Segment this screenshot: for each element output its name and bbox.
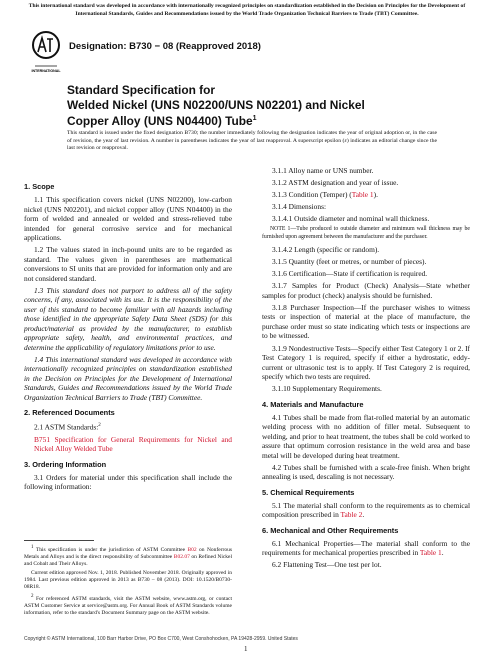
section-heading-mechanical: 6. Mechanical and Other Requirements [262, 525, 399, 535]
list-item: 3.1.4.1 Outside diameter and nominal wall thickness. [272, 214, 430, 224]
paragraph: 2.1 ASTM Standards:$^2$ [34, 422, 101, 432]
subcommittee-link[interactable]: B02.07 [173, 553, 190, 560]
left-column [24, 176, 232, 494]
paragraph: 1.1 This specification covers nickel (UNS N02200), low-carbon nickel (UNS N02201), and nickel copper alloy (UNS N04400) in the form of welded and annealed or welded and stress-relieved tube intended for general corrosive service and for mechanical applications. [24, 195, 232, 242]
list-item: 3.1.7 Samples for Product (Check) Analysis—State whether samples for product (check) analysis should be furnished. [262, 281, 470, 300]
paragraph: 1.2 The values stated in inch-pound units are to be regarded as standard. The values given in parentheses are mathematical conversions to SI units that are provided for information only and are not considered standard. [24, 245, 232, 283]
title-line: Copper Alloy (UNS N04400) Tube$^1$ [67, 114, 257, 129]
paragraph: 6.1 Mechanical Properties—The material shall conform to the requirements for mechanical properties prescribed in Table 1. [262, 538, 470, 558]
paragraph: 4.2 Tubes shall be furnished with a scale-free finish. When bright annealing is used, descaling is not necessary. [262, 462, 470, 482]
international-standard-notice: This international standard was developed in accordance with internationally recognized principles on standardization established in the Decision on Principles for the Development of International Standards, Guides and Recommendations issued by the World Trade Organization Technical Barriers to Trade (TBT) Committee. [28, 3, 466, 17]
paragraph: 6.2 Flattening Test—One test per lot. [272, 560, 382, 570]
title-footnote-marker: 1 [252, 115, 257, 123]
right-column [262, 166, 470, 572]
reference-title-b751: Specification for General Requirements for Nickel and Nickel Alloy Welded Tube [34, 434, 232, 454]
list-item: 3.1.1 Alloy name or UNS number. [272, 166, 374, 175]
section-heading-materials: 4. Materials and Manufacture [262, 399, 364, 409]
title-line: Welded Nickel (UNS N02200/UNS N02201) and Nickel [67, 97, 365, 112]
paragraph: 1.3 This standard does not purport to address all of the safety concerns, if any, associated with its use. It is the responsibility of the user of this standard to become familiar with all hazards including those identified in the appropriate Safety Data Sheet (SDS) for this product/material as provided by the manufacturer, to establish appropriate safety, health, and environmental practices, and determine the applicability of regulatory limitations prior to use. [24, 285, 232, 352]
section-heading-referenced-documents: 2. Referenced Documents [24, 408, 115, 418]
list-item: 3.1.5 Quantity (feet or metres, or number of pieces). [272, 257, 427, 267]
reference-link-b751: B751 [34, 434, 51, 444]
footnote-1: $^1$ This specification is under the jurisdiction of ASTM Committee B02 on Nonferrous Metals and Alloys and is the direct responsibility of Subcommittee B02.07 on Refined Nickel and Cobalt and Their Alloys. [24, 545, 233, 568]
table-1-link[interactable]: Table 1 [419, 548, 442, 558]
footnote-edition: Current edition approved Nov. 1, 2018. Published November 2018. Originally approved in 1984. Last previous edition approved in 2013 as B730 – 08 (2013). DOI: 10.1520/B0730-08R18. [24, 570, 232, 591]
list-item: 3.1.4.2 Length (specific or random). [272, 245, 380, 255]
title-line: Standard Specification for [67, 83, 215, 97]
list-item: 3.1.4 Dimensions: [272, 202, 326, 212]
section-heading-chemical: 5. Chemical Requirements [262, 487, 355, 497]
list-item: 3.1.3 Condition (Temper) (Table 1). [272, 190, 378, 200]
paragraph: 1.4 This international standard was developed in accordance with internationally recognized principles on standardization established in the Decision on Principles for the Development of International Standards, Guides and Recommendations issued by the World Trade Organization Technical Barriers to Trade (TBT) Committee. [24, 354, 232, 402]
title-note: This standard is issued under the fixed designation B730; the number immediately following the designation indicates the year of original adoption or, in the case of revision, the year of last revision. A number in parentheses indicates the year of last reapproval. A superscript epsilon (ε) indicates an editorial change since the last revision or reapproval. [67, 130, 437, 151]
list-item: 3.1.2 ASTM designation and year of issue. [272, 178, 399, 188]
section-heading-scope: 1. Scope [24, 182, 55, 191]
list-item: 3.1.6 Certification—State if certification is required. [272, 269, 428, 279]
logo-text: INTERNATIONAL [31, 69, 61, 73]
list-item: 3.1.9 Nondestructive Tests—Specify either Test Category 1 or 2. If Test Category 1 is required, specify if either a hydrostatic, eddy-current or ultrasonic test is to apply. If Test Category 2 is required, specify which two tests are required. [262, 343, 470, 382]
copyright: Copyright © ASTM International, 100 Barr Harbor Drive, PO Box C700, West Conshohocken, PA 19428-2959. United States [24, 636, 298, 642]
list-item: 3.1.10 Supplementary Requirements. [272, 384, 382, 394]
table-2-link[interactable]: Table 2 [340, 510, 363, 520]
reference-entry[interactable] [24, 435, 232, 454]
standard-title [67, 83, 427, 129]
paragraph: 5.1 The material shall conform to the requirements as to chemical composition prescribed in Table 2. [262, 500, 470, 520]
note-1: NOTE 1—Tube produced to outside diameter and minimum wall thickness may be furnished upon agreement between the manufacturer and the purchaser. [262, 226, 470, 240]
designation: Designation: B730 − 08 (Reapproved 2018) [69, 41, 261, 52]
list-item: 3.1.8 Purchaser Inspection—If the purchaser wishes to witness tests or inspection of material at the place of manufacture, the purchase order must so state indicating which tests or inspections are to be witnessed. [262, 302, 470, 341]
committee-link[interactable]: B02 [187, 546, 197, 553]
footnote-2: $^2$ For referenced ASTM standards, visit the ASTM website, www.astm.org, or contact ASTM Customer Service at service@astm.org. For Annual Book of ASTM Standards volume information, refer to the standard's Document Summary page on the ASTM website. [24, 594, 233, 617]
section-heading-ordering-information: 3. Ordering Information [24, 459, 107, 469]
paragraph: 4.1 Tubes shall be made from flat-rolled material by an automatic welding process with no addition of filler metal. Subsequent to welding, and prior to heat treatment, the tubes shall be cold worked to assure that optimum corrosion resistance in the weld area and base metal will be developed during heat treatment. [262, 412, 470, 460]
astm-logo [31, 30, 61, 78]
page-number: 1 [244, 645, 248, 653]
paragraph: 3.1 Orders for material under this specification shall include the following information: [24, 472, 232, 492]
footnotes [24, 540, 232, 620]
footnote-divider [24, 540, 94, 541]
table-1-link[interactable]: Table 1 [351, 190, 374, 200]
